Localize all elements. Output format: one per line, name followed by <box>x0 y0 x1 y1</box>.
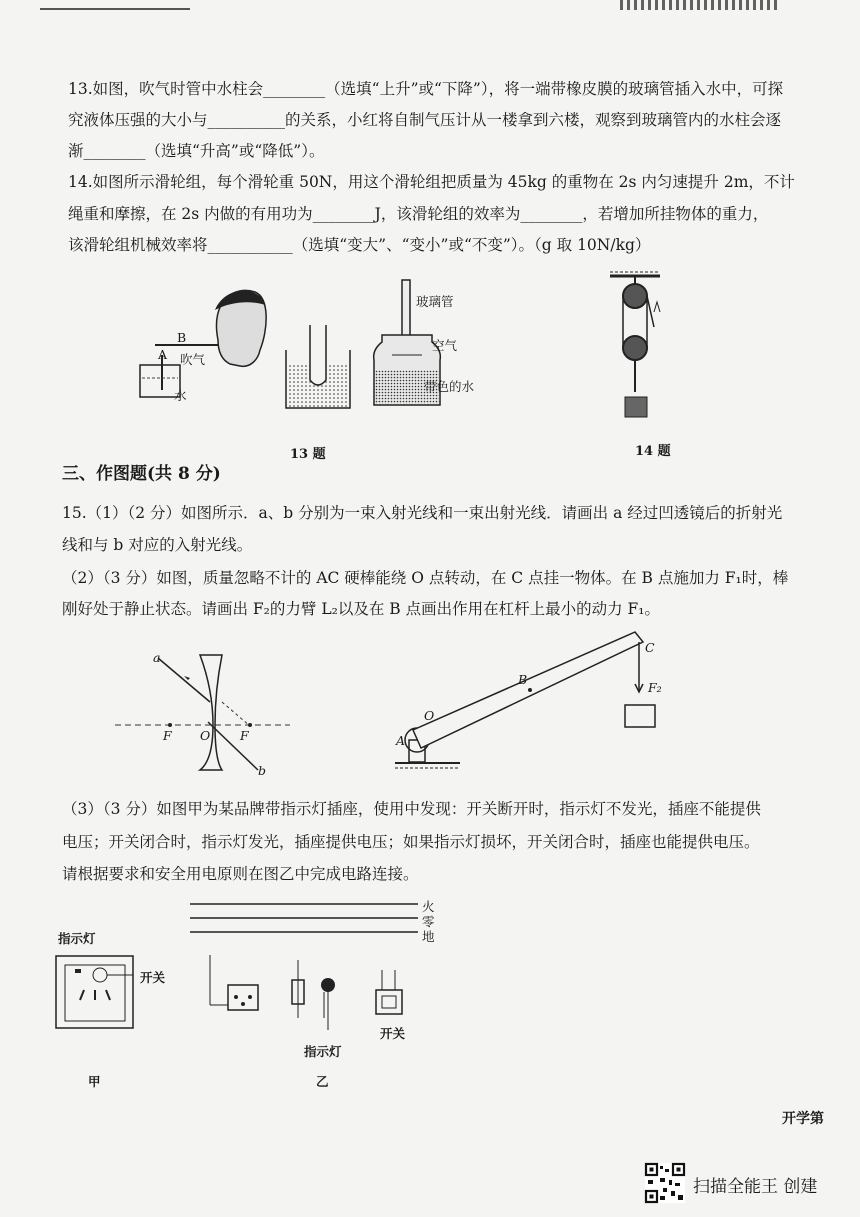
fig13-label-air: 空气 <box>432 338 458 353</box>
lever-label-b: B <box>518 672 528 687</box>
circuit-yi-switch-label: 开关 <box>380 1026 406 1041</box>
question-13-line-2: 究液体压强的大小与__________的关系，小红将自制气压计从一楼拿到六楼，观察到玻璃管内的水柱会逐 <box>68 111 782 129</box>
lens-label-f-right: F <box>240 728 249 743</box>
fig13-label-water: 水 <box>174 388 187 403</box>
figure-14-pulley-diagram <box>610 272 670 422</box>
figure-14-caption: 14 题 <box>635 444 671 459</box>
fig13-label-blow: 吹气 <box>180 352 206 367</box>
question-15-1-line-2: 线和与 b 对应的入射光线。 <box>62 536 253 554</box>
question-13-line-1: 13.如图，吹气时管中水柱会________（选填“上升”或“下降”），将一端带橡皮膜的玻璃管插入水中，可探 <box>68 80 784 98</box>
fig13-label-a: A <box>158 347 168 362</box>
circuit-yi-caption: 乙 <box>316 1074 329 1089</box>
circuit-neutral-wire-label: 零 <box>422 914 435 929</box>
question-15-3-line-2: 电压；开关闭合时，指示灯发光，插座提供电压；如果指示灯损坏，开关闭合时，插座也能提供电压。 <box>62 833 760 851</box>
page-corner-text: 开学第 <box>782 1111 824 1127</box>
fig13-label-colored-water: 带色的水 <box>424 379 475 394</box>
question-14-line-1: 14.如图所示滑轮组，每个滑轮重 50N，用这个滑轮组把质量为 45kg 的重物在 2s 内匀速提升 2m，不计 <box>68 173 795 191</box>
question-15-1-line-1: 15.（1）（2 分）如图所示．a、b 分别为一束入射光线和一束出射光线．请画出 a 经过凹透镜后的折射光 <box>62 504 783 522</box>
question-15-2-line-1: （2）（3 分）如图，质量忽略不计的 AC 硬棒能绕 O 点转动，在 C 点挂一物体。在 B 点施加力 F₁时，棒 <box>62 569 789 587</box>
lever-label-a: A <box>396 733 406 748</box>
question-15-3-line-3: 请根据要求和安全用电原则在图乙中完成电路连接。 <box>62 865 419 883</box>
circuit-jia-switch-label: 开关 <box>140 970 166 985</box>
socket-panel-jia <box>55 955 135 1030</box>
concave-lens-diagram <box>110 650 300 775</box>
lever-label-f2: F₂ <box>648 680 662 695</box>
lens-label-a: a <box>153 650 161 665</box>
question-15-2-line-2: 刚好处于静止状态。请画出 F₂的力臂 L₂以及在 B 点画出作用在杠杆上最小的动力 F₁。 <box>62 600 660 618</box>
qr-code-icon <box>645 1163 685 1203</box>
lens-label-b: b <box>258 763 267 778</box>
figure-13-caption: 13 题 <box>290 447 326 462</box>
question-14-line-2: 绳重和摩擦，在 2s 内做的有用功为________J，该滑轮组的效率为________，若增加所挂物体的重力， <box>68 205 769 223</box>
scan-top-edge-line <box>40 8 190 10</box>
question-15-3-line-1: （3）（3 分）如图甲为某品牌带指示灯插座，使用中发现：开关断开时，指示灯不发光，插座不能提供 <box>62 800 761 818</box>
circuit-wiring-yi <box>190 900 425 1040</box>
circuit-jia-indicator-label: 指示灯 <box>58 931 96 946</box>
lens-label-o: O <box>200 728 211 743</box>
lever-diagram <box>395 640 665 770</box>
scan-top-edge-marks <box>620 0 780 10</box>
scanner-watermark: 扫描全能王 创建 <box>693 1177 818 1197</box>
figure-13-blowing-diagram <box>130 280 280 410</box>
question-13-line-3: 渐________（选填“升高”或“降低”）。 <box>68 142 325 160</box>
section-3-heading: 三、作图题(共 8 分) <box>62 464 221 484</box>
fig13-label-glass-tube: 玻璃管 <box>416 294 454 309</box>
lever-label-c: C <box>645 640 655 655</box>
circuit-live-wire-label: 火 <box>422 899 435 914</box>
circuit-yi-indicator-label: 指示灯 <box>304 1044 342 1059</box>
question-14-line-3: 该滑轮组机械效率将___________（选填“变大”、“变小”或“不变”）。（g 取 10N/kg） <box>68 236 651 254</box>
figure-13-liquid-pressure-diagram <box>284 320 354 410</box>
lever-label-o: O <box>424 708 435 723</box>
lens-label-f-left: F <box>163 728 172 743</box>
fig13-label-b: B <box>177 330 187 345</box>
circuit-jia-caption: 甲 <box>88 1074 101 1089</box>
circuit-ground-wire-label: 地 <box>422 929 435 944</box>
